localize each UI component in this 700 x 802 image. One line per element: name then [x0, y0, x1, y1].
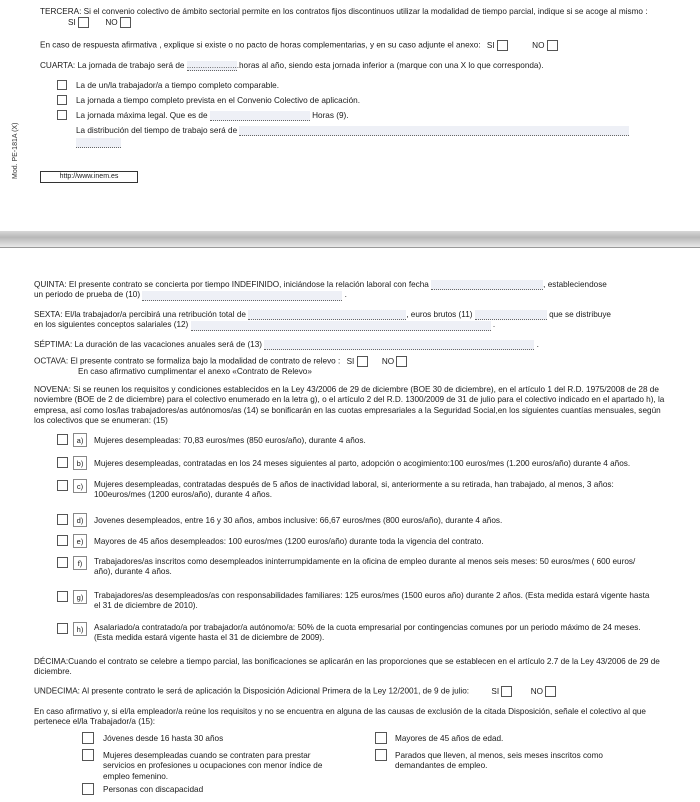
cuarta-opt1-checkbox[interactable]: [57, 80, 67, 90]
cuarta-text-b: horas al año, siendo esta jornada inferior a (marque con una X lo que corresponda).: [239, 61, 544, 70]
sexta-text-c: que se distribuye: [549, 310, 611, 319]
novena-g-checkbox[interactable]: [57, 591, 68, 602]
undecima-no-label: NO: [530, 686, 543, 696]
cuarta-max-hours-field[interactable]: [210, 111, 310, 121]
undecima-si-label: SI: [491, 686, 500, 696]
page-separator-line: [0, 247, 700, 248]
tercera-si-checkbox[interactable]: [78, 17, 89, 28]
novena-c-checkbox[interactable]: [57, 480, 68, 491]
quinta-text-b: , estableciendose: [543, 280, 607, 289]
afirmativa-text: En caso de respuesta afirmativa , explique si existe o no pacto de horas complementarias, y en su caso adjunte el anexo:: [40, 40, 481, 50]
septima-text: SÉPTIMA: La duración de las vacaciones anuales será de (13): [34, 340, 263, 349]
cuarta-opt3-checkbox[interactable]: [57, 110, 67, 120]
novena-d-letter: d): [73, 513, 87, 527]
novena-f-letter: f): [73, 556, 87, 570]
afirmativa2-text: En caso afirmativo y, si el/la empleador/a reúne los requisitos y no se encuentra en alguna de las causas de exclusión de la citada Disposición, señale el colectivo al que pertenece el/la Trabajador/a (15):: [34, 707, 646, 727]
cuarta-opt3-label: La jornada máxima legal. Que es de: [76, 111, 208, 120]
cuarta-clause: [40, 61, 670, 71]
tercera-text: TERCERA: Si el convenio colectivo de ámbito sectorial permite en los contratos fijos discontinuos utilizar la modalidad de tiempo parcial, indique si se acoge al mismo :: [40, 7, 648, 16]
quinta-clause: QUINTA: El presente contrato se concierta por tiempo INDEFINIDO, iniciándose la relación laboral con fecha , estableciendose un periodo de prueba de (10) .: [34, 280, 607, 300]
cuarta-opt4: [76, 126, 629, 136]
sexta-clause: SEXTA: El/la trabajador/a percibirá una retribución total de , euros brutos (11) que se distribuye en los siguientes conceptos salariales (12) .: [34, 310, 611, 330]
sexta-text-a: SEXTA: El/la trabajador/a percibirá una retribución total de: [34, 310, 246, 319]
octava-no-checkbox[interactable]: [396, 356, 407, 367]
quinta-text-a: QUINTA: El presente contrato se concierta por tiempo INDEFINIDO, iniciándose la relación laboral con fecha: [34, 280, 429, 289]
tercera-no-checkbox[interactable]: [120, 17, 131, 28]
page-separator: [0, 231, 700, 247]
sexta-text-b: , euros brutos (11): [406, 310, 473, 319]
colectivo-jovenes-label: Jóvenes desde 16 hasta 30 años: [103, 734, 224, 743]
cuarta-opt2-checkbox[interactable]: [57, 95, 67, 105]
undecima-text: UNDECIMA: Al presente contrato le será de aplicación la Disposición Adicional Primera de la Ley 12/2001, de 9 de julio:: [34, 686, 470, 696]
colectivo-discapacidad-checkbox[interactable]: [82, 783, 94, 795]
cuarta-opt4-label: La distribución del tiempo de trabajo será de: [76, 126, 238, 135]
euros-field[interactable]: [475, 310, 547, 320]
novena-e-checkbox[interactable]: [57, 535, 68, 546]
vacaciones-field[interactable]: [264, 340, 534, 350]
cuarta-opt1-label: La de un/la trabajador/a a tiempo completo comparable.: [76, 81, 279, 90]
cuarta-opt3: [76, 111, 349, 121]
octava-text-b: En caso afirmativo cumplimentar el anexo «Contrato de Relevo»: [78, 367, 312, 376]
tercera-clause: [40, 7, 665, 28]
novena-b-letter: b): [73, 456, 87, 470]
novena-h-letter: h): [73, 622, 87, 636]
tercera-no-label: NO: [105, 17, 118, 27]
novena-f-text: Trabajadores/as inscritos como desempleados ininterrumpidamente en la oficina de empleo durante al menos seis meses: 50 euros/mes ( 600 euros/ año), durante 4 años.: [94, 557, 636, 577]
distribucion-field[interactable]: [239, 126, 629, 136]
afirmativa-no-label: NO: [532, 40, 545, 50]
octava-clause: [34, 356, 664, 377]
afirmativa-no-checkbox[interactable]: [547, 40, 558, 51]
novena-b-text: Mujeres desempleadas, contratadas en los 24 meses siguientes al parto, adopción o acogimiento:100 euros/mes (1.200 euros/año) durante 4 años.: [94, 459, 631, 468]
cuarta-opt2-label: La jornada a tiempo completo prevista en el Convenio Colectivo de aplicación.: [76, 96, 360, 105]
septima-clause: SÉPTIMA: La duración de las vacaciones anuales será de (13) .: [34, 340, 539, 349]
novena-h-text: Asalariado/a contratado/a por trabajador/a autónomo/a: 50% de la cuota empresarial por contingencias comunes por un periodo máximo de 24 meses. (Esta medida estará vigente hasta el 31 de diciembre de 2009).: [94, 623, 641, 643]
cuarta-opt3-hours: Horas (9).: [312, 111, 349, 120]
octava-text-a: OCTAVA: El presente contrato se formaliza bajo la modalidad de contrato de relevo :: [34, 356, 341, 366]
colectivo-mujeres-label: Mujeres desempleadas cuando se contraten para prestar servicios en profesiones u ocupaciones con menor índice de empleo femenino.: [103, 751, 323, 781]
quinta-date-field[interactable]: [431, 280, 543, 290]
colectivo-jovenes-checkbox[interactable]: [82, 732, 94, 744]
novena-a-checkbox[interactable]: [57, 434, 68, 445]
cuarta-dots: ........................: [186, 61, 242, 71]
form-code: Mod. PE-181A (X): [12, 122, 19, 179]
inem-url[interactable]: http://www.inem.es: [40, 171, 138, 183]
colectivo-parados-label: Parados que lleven, al menos, seis meses inscritos como demandantes de empleo.: [395, 751, 603, 771]
octava-si-checkbox[interactable]: [357, 356, 368, 367]
novena-text: NOVENA: Si se reunen los requisitos y condiciones establecidos en la Ley 43/2006 de 29 de diciembre (BOE 30 de diciembre), en el artículo 1 del R.D. 1975/2008 de 28 de noviembre (BOE de 2 de diciembre) para el colectivo enumerado en la letra g), o el artículo 2 del R.D. 1300/2009 de 31 de julio para el colectivo indicado en el apartado h), la empresa, así como los/las trabajadores/as autónomos/as (14) se bonificarán en las cuotas empresariales a la Seguridad Social,en los siguientes cuantías mensuales, según los colectivos que se enumeran: (15): [34, 385, 665, 425]
novena-b-checkbox[interactable]: [57, 457, 68, 468]
novena-e-text: Mayores de 45 años desempleados: 100 euros/mes (1200 euros/año) durante toda la vigencia del contrato.: [94, 537, 484, 546]
cuarta-text-a: CUARTA: La jornada de trabajo será de: [40, 61, 185, 70]
undecima-si-checkbox[interactable]: [501, 686, 512, 697]
quinta-text-c: un periodo de prueba de (10): [34, 290, 141, 300]
colectivo-discapacidad-label: Personas con discapacidad: [103, 785, 204, 794]
colectivo-mayores-checkbox[interactable]: [375, 732, 387, 744]
novena-f-checkbox[interactable]: [57, 557, 68, 568]
novena-g-text: Trabajadores/as desempleados/as con responsabilidades familiares: 125 euros/mes (1500 euros año) durante 2 años. (Esta medida estará vigente hasta el 31 de diciembre de 2010).: [94, 591, 650, 611]
colectivo-parados-checkbox[interactable]: [375, 749, 387, 761]
afirmativa-si-checkbox[interactable]: [497, 40, 508, 51]
colectivo-mujeres-checkbox[interactable]: [82, 749, 94, 761]
colectivo-mayores-label: Mayores de 45 años de edad.: [395, 734, 504, 743]
novena-e-letter: e): [73, 534, 87, 548]
novena-d-checkbox[interactable]: [57, 514, 68, 525]
novena-a-letter: a): [73, 433, 87, 447]
distribucion-field-2[interactable]: [76, 138, 121, 148]
novena-d-text: Jovenes desempleados, entre 16 y 30 años, ambos inclusive: 66,67 euros/mes (800 euros/año), durante 4 años.: [94, 516, 503, 525]
conceptos-field[interactable]: [191, 321, 491, 331]
undecima-no-checkbox[interactable]: [545, 686, 556, 697]
novena-a-text: Mujeres desempleadas: 70,83 euros/mes (850 euros/año), durante 4 años.: [94, 436, 366, 445]
afirmativa-clause: [40, 40, 670, 51]
novena-c-letter: c): [73, 479, 87, 493]
novena-g-letter: g): [73, 590, 87, 604]
prueba-field[interactable]: [142, 291, 342, 301]
octava-si-label: SI: [346, 356, 355, 366]
retribucion-field[interactable]: [248, 310, 406, 320]
decima-text: DÉCIMA:Cuando el contrato se celebre a tiempo parcial, las bonificaciones se aplicarán en las proporciones que se establecen en el artículo 2.7 de la Ley 43/2006 de 29 de diciembre.: [34, 657, 660, 677]
afirmativa-si-label: SI: [486, 40, 495, 50]
sexta-text-d: en los siguientes conceptos salariales (12): [34, 320, 189, 330]
undecima-clause: [34, 686, 674, 697]
octava-no-label: NO: [381, 356, 395, 366]
novena-c-text: Mujeres desempleadas, contratadas después de 5 años de inactividad laboral, si, anteriormente a su retirada, han trabajado, al menos, 3 años: 100euros/mes (1200 euros/año), durante 4 años.: [94, 480, 614, 500]
tercera-si-label: SI: [68, 17, 76, 27]
novena-h-checkbox[interactable]: [57, 623, 68, 634]
cuarta-hours-field[interactable]: [186, 61, 242, 71]
